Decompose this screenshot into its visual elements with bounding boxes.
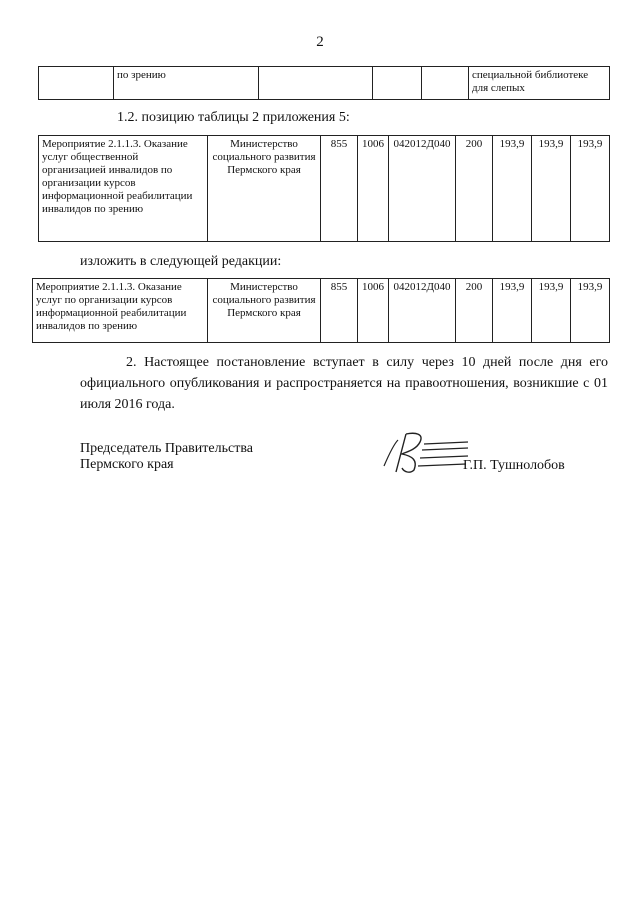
code-cell: 855 <box>321 136 358 242</box>
paragraph-2-text: 2. Настоящее постановление вступает в силу через 10 дней после дня его официального опубликования и распространяется на правоотношения, возникшие с 01 июля 2016 года. <box>80 355 608 412</box>
handwritten-signature <box>376 422 476 482</box>
signatory-name: Г.П. Тушнолобов <box>463 458 565 473</box>
table-row <box>39 67 610 100</box>
value-cell: 193,9 <box>493 279 532 343</box>
signatory-title-line2: Пермского края <box>80 457 174 472</box>
code-cell: 042012Д040 <box>389 279 456 343</box>
signatory-title <box>80 441 253 473</box>
restate-label: изложить в следующей редакции: <box>80 254 282 269</box>
code-cell: 1006 <box>358 136 389 242</box>
table-cell: специальной библиотеке для слепых <box>469 67 610 100</box>
table-cell: по зрению <box>114 67 259 100</box>
table-cell <box>422 67 469 100</box>
old-position-table <box>38 135 610 242</box>
ministry-cell: Министерство социального развития Пермского края <box>208 279 321 343</box>
continuation-table <box>38 66 610 100</box>
code-cell: 1006 <box>358 279 389 343</box>
table-cell <box>373 67 422 100</box>
code-cell: 855 <box>321 279 358 343</box>
table-row <box>33 279 610 343</box>
value-cell: 193,9 <box>532 279 571 343</box>
activity-cell: Мероприятие 2.1.1.3. Оказание услуг по организации курсов информационной реабилитации инвалидов по зрению <box>33 279 208 343</box>
table-cell <box>39 67 114 100</box>
value-cell: 193,9 <box>571 279 610 343</box>
signatory-title-line1: Председатель Правительства <box>80 441 253 456</box>
value-cell: 193,9 <box>493 136 532 242</box>
code-cell: 042012Д040 <box>389 136 456 242</box>
table-row <box>39 136 610 242</box>
paragraph-2 <box>80 352 608 415</box>
code-cell: 200 <box>456 279 493 343</box>
page-number: 2 <box>316 34 324 50</box>
activity-cell: Мероприятие 2.1.1.3. Оказание услуг общественной организацией инвалидов по организации курсов информационной реабилитации инвалидов по зрению <box>39 136 208 242</box>
clause-1-2: 1.2. позицию таблицы 2 приложения 5: <box>117 110 350 125</box>
value-cell: 193,9 <box>571 136 610 242</box>
table-cell <box>259 67 373 100</box>
code-cell: 200 <box>456 136 493 242</box>
value-cell: 193,9 <box>532 136 571 242</box>
new-position-table <box>32 278 610 343</box>
ministry-cell: Министерство социального развития Пермского края <box>208 136 321 242</box>
